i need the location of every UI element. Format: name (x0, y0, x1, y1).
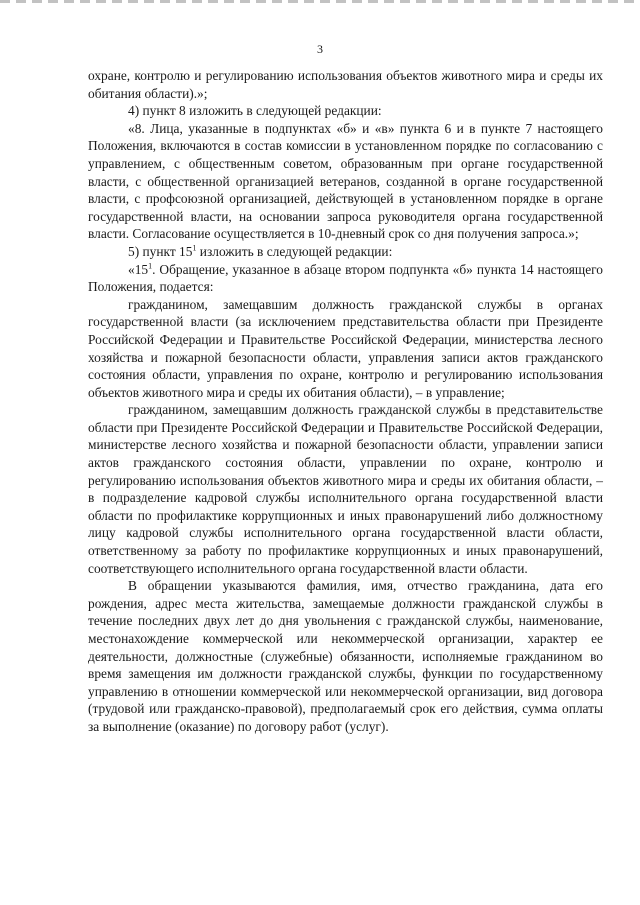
page-number: 3 (317, 42, 323, 56)
item-5-text-end: изложить в следующей редакции: (196, 243, 393, 259)
paragraph-item-5 (88, 243, 603, 261)
item-5-text: 5) пункт 15 (128, 243, 193, 259)
paragraph-appeal-contents: В обращении указываются фамилия, имя, отчество гражданина, дата его рождения, адрес места жительства, замещаемые должности гражданской службы в течение последних двух лет до дня увольнения с гражданской службы, наименование, местонахождение коммерческой или некоммерческой организации, характер ее деятельности, должностные (служебные) обязанности, исполняемые гражданином во время замещения им должности гражданской службы, функции по государственному управлению в отношении коммерческой или некоммерческой организации, вид договора (трудовой или гражданско-правовой), предполагаемый срок его действия, сумма оплаты за выполнение (оказание) по договору работ (услуг). (88, 578, 603, 734)
document-body (88, 67, 603, 736)
scan-edge (0, 0, 640, 3)
paragraph-clause-15-1 (88, 261, 603, 296)
paragraph-clause-8: «8. Лица, указанные в подпунктах «б» и «в» пункта 6 и в пункте 7 настоящего Положения, включаются в состав комиссии в установленном порядке по согласованию с управлением, с общественным советом, образованным при органе государственной власти, с общественной организацией ветеранов, созданной в органе государственной власти, с профсоюзной организацией, действующей в установленном порядке в органе государственной власти, на основании запроса руководителя органа государственной власти. Согласование осуществляется в 10-дневный срок со дня получения запроса.»; (88, 120, 603, 242)
paragraph-continuation: охране, контролю и регулированию использования объектов животного мира и среды их обитания области).»; (88, 68, 603, 101)
clause-15-1-number: «15 (128, 261, 149, 277)
superscript: 1 (192, 243, 197, 253)
paragraph-item-4: 4) пункт 8 изложить в следующей редакции: (128, 103, 382, 119)
clause-15-1-text: . Обращение, указанное в абзаце втором подпункта «б» пункта 14 настоящего Положения, подается: (88, 261, 603, 295)
paragraph-citizen-organs: гражданином, замещавшим должность гражданской службы в органах государственной власти (за исключением представительства области при Президенте Российской Федерации и Правительстве Российской Федерации, министерства лесного хозяйства и пожарной безопасности области, управления записи актов гражданского состояния области, управления по охране, контролю и регулированию использования объектов животного мира и среды их обитания области), – в управление; (88, 296, 603, 400)
superscript: 1 (148, 261, 153, 271)
paragraph-citizen-representation: гражданином, замещавшим должность гражданской службы в представительстве области при Президенте Российской Федерации и Правительстве Российской Федерации, министерстве лесного хозяйства и пожарной безопасности области, управлении записи актов гражданского состояния области, управлении по охране, контролю и регулированию использования объектов животного мира и среды их обитания области, – в подразделение кадровой службы исполнительного органа государственной власти области по профилактике коррупционных и иных правонарушений либо должностному лицу кадровой службы исполнительного органа государственной власти области, ответственному за работу по профилактике коррупционных и иных правонарушений, соответствующего исполнительного органа государственной власти области. (88, 402, 603, 576)
